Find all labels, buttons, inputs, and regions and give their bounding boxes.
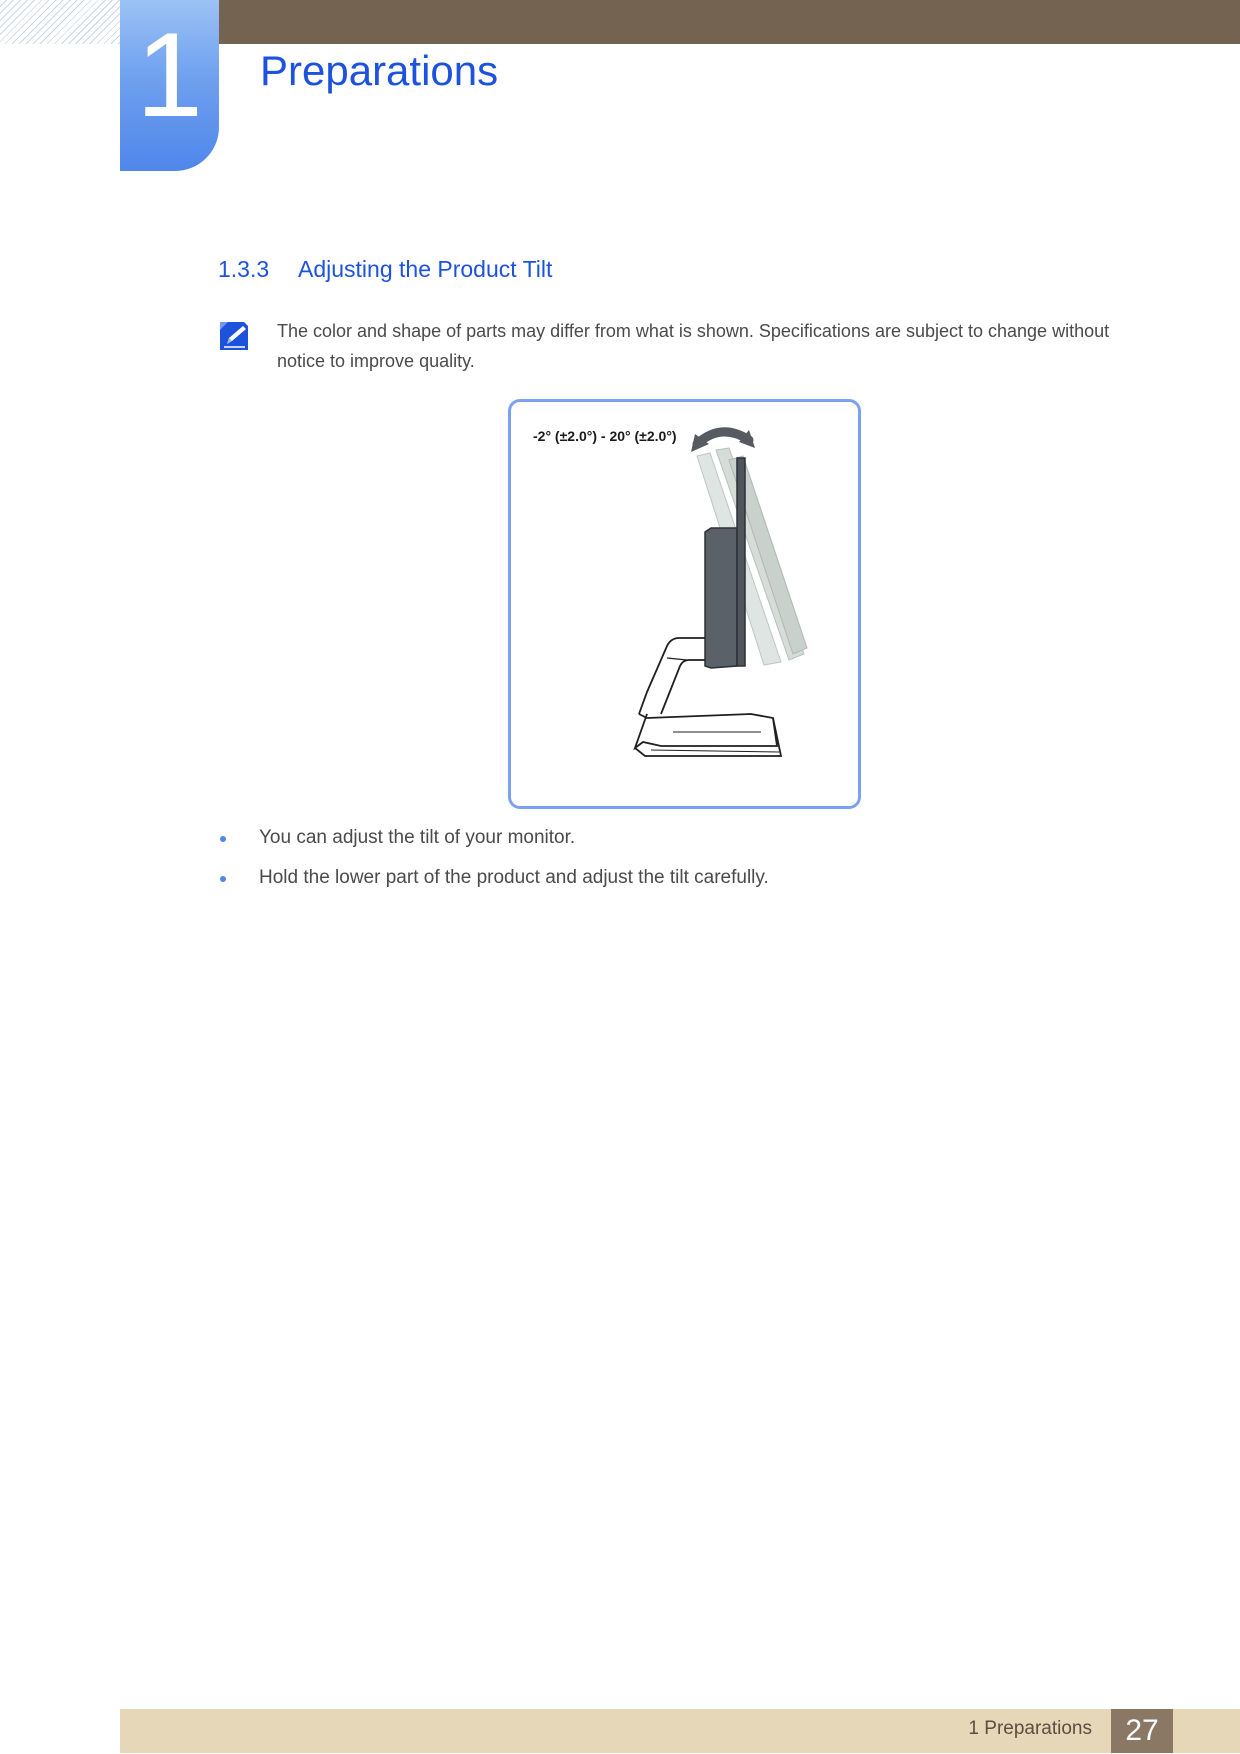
list-item-text: You can adjust the tilt of your monitor. xyxy=(259,827,576,848)
bullet-dot-icon xyxy=(220,876,226,882)
note-text: The color and shape of parts may differ from what is shown. Specifications are subject to change without notice to improve quality. xyxy=(277,321,1110,371)
list-item xyxy=(218,863,769,893)
note-pencil-icon xyxy=(218,320,250,352)
bullet-list xyxy=(218,823,769,903)
section-heading xyxy=(218,254,552,284)
tilt-range-label: -2° (±2.0°) - 20° (±2.0°) xyxy=(533,428,677,444)
list-item-text: Hold the lower part of the product and adjust the tilt carefully. xyxy=(259,867,769,888)
page-number: 27 xyxy=(1125,1714,1159,1747)
bullet-dot-icon xyxy=(220,836,226,842)
page-number-box xyxy=(1111,1709,1173,1753)
list-item xyxy=(218,823,769,853)
header-hatch-decoration xyxy=(0,0,120,44)
section-number: 1.3.3 xyxy=(218,256,270,282)
footer-chapter-label: 1 Preparations xyxy=(968,1718,1092,1739)
chapter-number: 1 xyxy=(136,8,203,142)
chapter-tab xyxy=(120,0,219,171)
monitor-tilt-figure xyxy=(508,399,861,809)
section-title: Adjusting the Product Tilt xyxy=(298,256,553,282)
chapter-title: Preparations xyxy=(260,47,499,94)
header-bar xyxy=(120,0,1240,44)
